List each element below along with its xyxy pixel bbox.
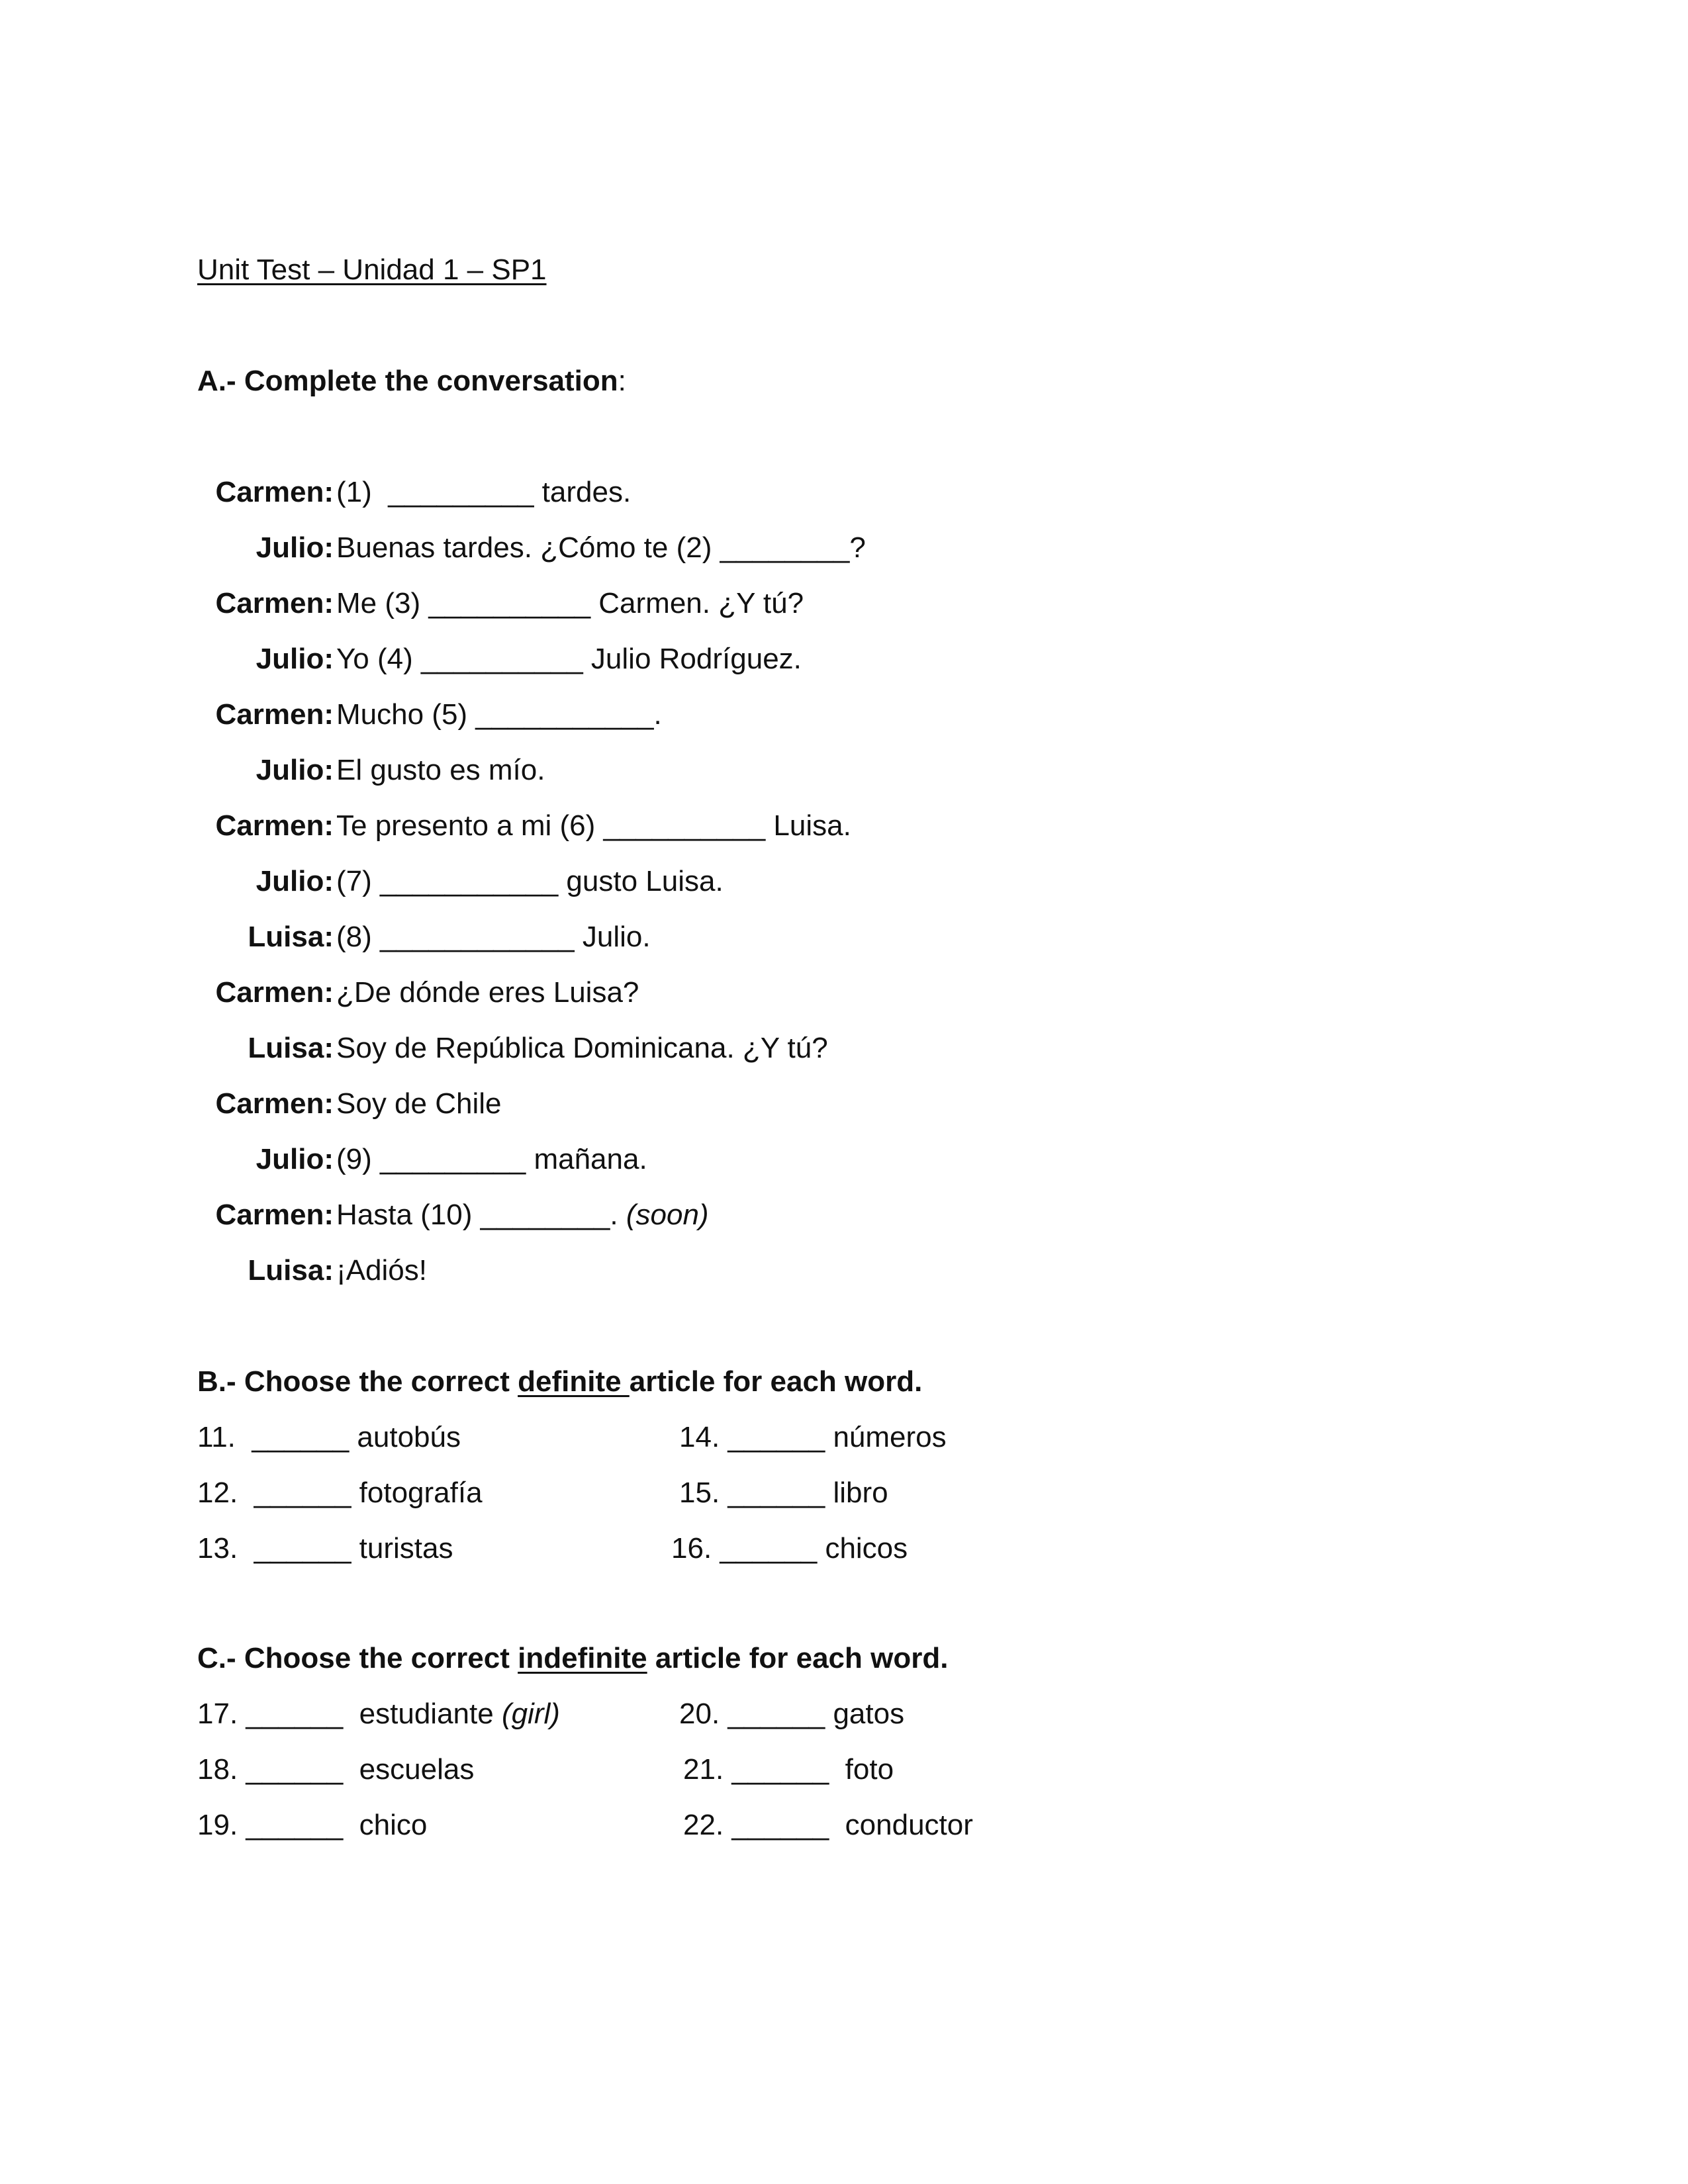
dialogue-line xyxy=(0,1030,1059,1067)
speaker: Julio: xyxy=(256,754,334,786)
dialogue-line xyxy=(0,585,1059,622)
item-note: (girl) xyxy=(501,1698,560,1730)
utterance: (1) _________ tardes. xyxy=(336,476,632,508)
utterance: Soy de República Dominicana. ¿Y tú? xyxy=(336,1032,828,1064)
utterance: (7) ___________ gusto Luisa. xyxy=(336,865,724,897)
indefinite-article-item: 21. ______ foto xyxy=(683,1753,894,1786)
utterance: (8) ____________ Julio. xyxy=(336,921,651,953)
utterance-text: Hasta (10) ________. xyxy=(336,1199,618,1231)
definite-article-item: 15. ______ libro xyxy=(679,1477,888,1509)
dialogue-line xyxy=(0,1252,1059,1289)
utterance-note: (soon) xyxy=(618,1199,709,1231)
utterance: (9) _________ mañana. xyxy=(336,1143,647,1175)
utterance: Yo (4) __________ Julio Rodríguez. xyxy=(336,643,802,675)
speaker: Carmen: xyxy=(215,698,334,731)
section-c-heading-post: article for each word. xyxy=(647,1642,949,1674)
dialogue-line xyxy=(0,641,1059,678)
section-b-heading-underlined: definite xyxy=(518,1365,630,1398)
section-a-heading-text: A.- Complete the conversation xyxy=(197,365,618,397)
dialogue-line xyxy=(0,529,1059,567)
definite-article-item: 11. ______ autobús xyxy=(197,1421,461,1453)
definite-article-item: 14. ______ números xyxy=(679,1421,947,1453)
definite-article-item: 12. ______ fotografía xyxy=(197,1477,483,1509)
dialogue-line xyxy=(0,863,1059,900)
speaker: Carmen: xyxy=(215,809,334,842)
indefinite-article-item: 20. ______ gatos xyxy=(679,1698,905,1730)
speaker: Julio: xyxy=(256,531,334,564)
utterance: ¿De dónde eres Luisa? xyxy=(336,976,639,1009)
indefinite-article-item: 22. ______ conductor xyxy=(683,1809,973,1841)
dialogue-line xyxy=(0,1141,1059,1178)
speaker: Carmen: xyxy=(215,976,334,1009)
section-c-heading xyxy=(197,1640,948,1677)
speaker: Luisa: xyxy=(248,1032,334,1064)
utterance: Mucho (5) ___________. xyxy=(336,698,662,731)
utterance: Soy de Chile xyxy=(336,1087,502,1120)
section-a-heading-colon: : xyxy=(618,365,626,397)
utterance: Me (3) __________ Carmen. ¿Y tú? xyxy=(336,587,804,619)
dialogue-line xyxy=(0,807,1059,844)
section-b-heading xyxy=(197,1363,922,1400)
utterance: ¡Adiós! xyxy=(336,1254,427,1287)
utterance: Te presento a mi (6) __________ Luisa. xyxy=(336,809,851,842)
definite-article-item: 16. ______ chicos xyxy=(671,1532,908,1565)
indefinite-article-item xyxy=(197,1696,560,1733)
section-c-heading-pre: C.- Choose the correct xyxy=(197,1642,518,1674)
dialogue-line xyxy=(0,1085,1059,1122)
speaker: Luisa: xyxy=(248,921,334,953)
section-a-heading xyxy=(197,363,626,400)
dialogue-line xyxy=(0,974,1059,1011)
speaker: Carmen: xyxy=(215,476,334,508)
speaker: Carmen: xyxy=(215,1199,334,1231)
item-text: 17. ______ estudiante xyxy=(197,1698,502,1730)
utterance: Buenas tardes. ¿Cómo te (2) ________? xyxy=(336,531,866,564)
page-title: Unit Test – Unidad 1 – SP1 xyxy=(197,253,547,286)
speaker: Carmen: xyxy=(215,1087,334,1120)
dialogue-line xyxy=(0,1197,1059,1234)
speaker: Luisa: xyxy=(248,1254,334,1287)
utterance xyxy=(336,1197,709,1234)
section-b-heading-pre: B.- Choose the correct xyxy=(197,1365,518,1398)
dialogue-line xyxy=(0,919,1059,956)
section-c-heading-underlined: indefinite xyxy=(518,1642,647,1674)
indefinite-article-item: 19. ______ chico xyxy=(197,1809,428,1841)
dialogue-line xyxy=(0,696,1059,733)
indefinite-article-item: 18. ______ escuelas xyxy=(197,1753,475,1786)
dialogue-line xyxy=(0,474,1059,511)
section-b-heading-post: article for each word. xyxy=(629,1365,923,1398)
utterance: El gusto es mío. xyxy=(336,754,545,786)
speaker: Julio: xyxy=(256,643,334,675)
speaker: Carmen: xyxy=(215,587,334,619)
speaker: Julio: xyxy=(256,1143,334,1175)
dialogue-line xyxy=(0,752,1059,789)
definite-article-item: 13. ______ turistas xyxy=(197,1532,453,1565)
speaker: Julio: xyxy=(256,865,334,897)
